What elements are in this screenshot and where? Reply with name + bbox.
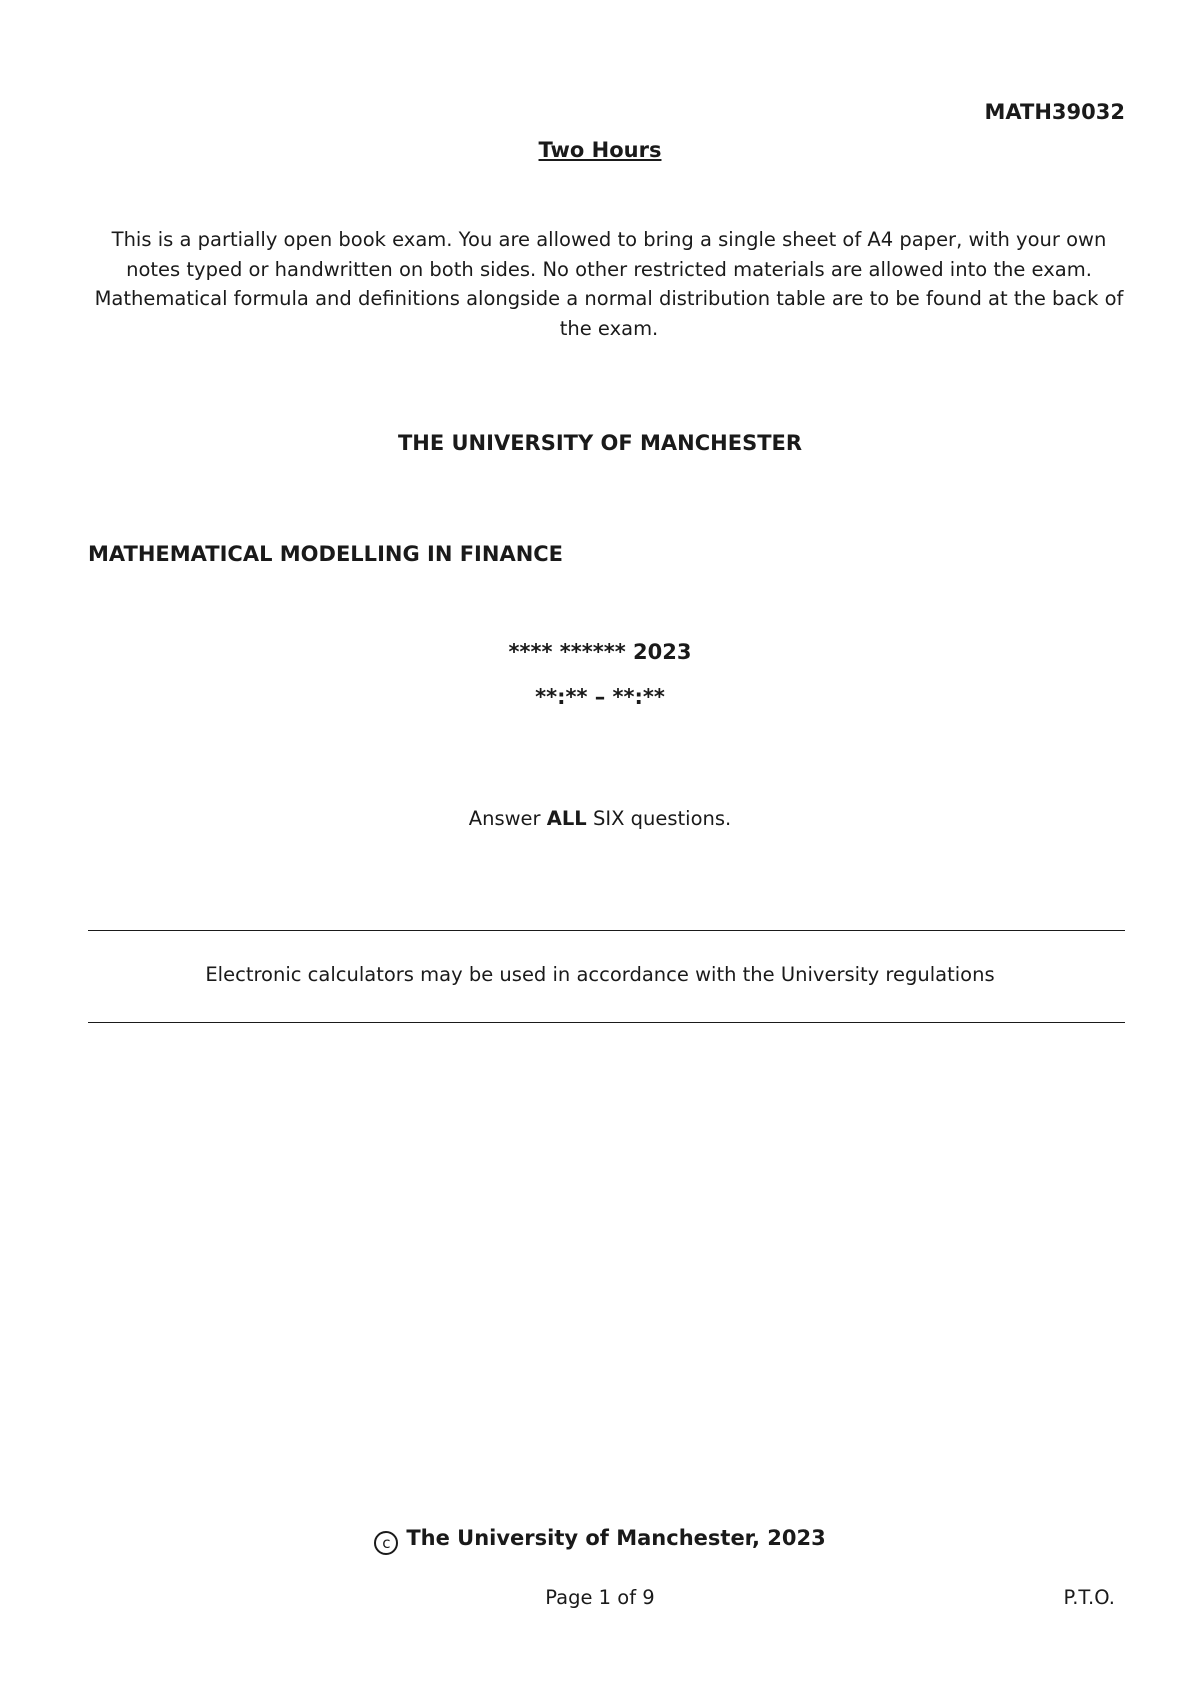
course-code: MATH39032 (984, 100, 1125, 124)
module-title: MATHEMATICAL MODELLING IN FINANCE (88, 542, 564, 566)
exam-date: **** ****** 2023 (508, 640, 692, 664)
exam-time: **:** – **:** (535, 685, 665, 709)
copyright-notice (0, 1526, 1200, 1555)
divider-bottom (88, 1022, 1125, 1023)
answer-prefix: Answer (468, 807, 541, 830)
exam-duration (0, 138, 1200, 162)
calculators-note: Electronic calculators may be used in accordance with the University regulations (205, 963, 995, 986)
answer-instruction (0, 807, 1200, 830)
copyright-icon: c (374, 1531, 398, 1555)
answer-emphasis: ALL (546, 807, 587, 830)
please-turn-over: P.T.O. (1063, 1586, 1115, 1609)
exam-instructions: This is a partially open book exam. You are allowed to bring a single sheet of A4 paper, with your own notes typed or handwritten on both sides. No other restricted materials are allowed into the exam. Mathematical formula and definitions alongside a normal distribution table are to be found at the back of the exam. (94, 228, 1124, 340)
university-name: THE UNIVERSITY OF MANCHESTER (397, 431, 803, 455)
divider-top (88, 930, 1125, 931)
exam-duration-label: Two Hours (538, 138, 662, 162)
answer-suffix: SIX questions. (592, 807, 732, 830)
copyright-text: The University of Manchester, 2023 (406, 1526, 826, 1550)
page-number: Page 1 of 9 (545, 1586, 655, 1609)
